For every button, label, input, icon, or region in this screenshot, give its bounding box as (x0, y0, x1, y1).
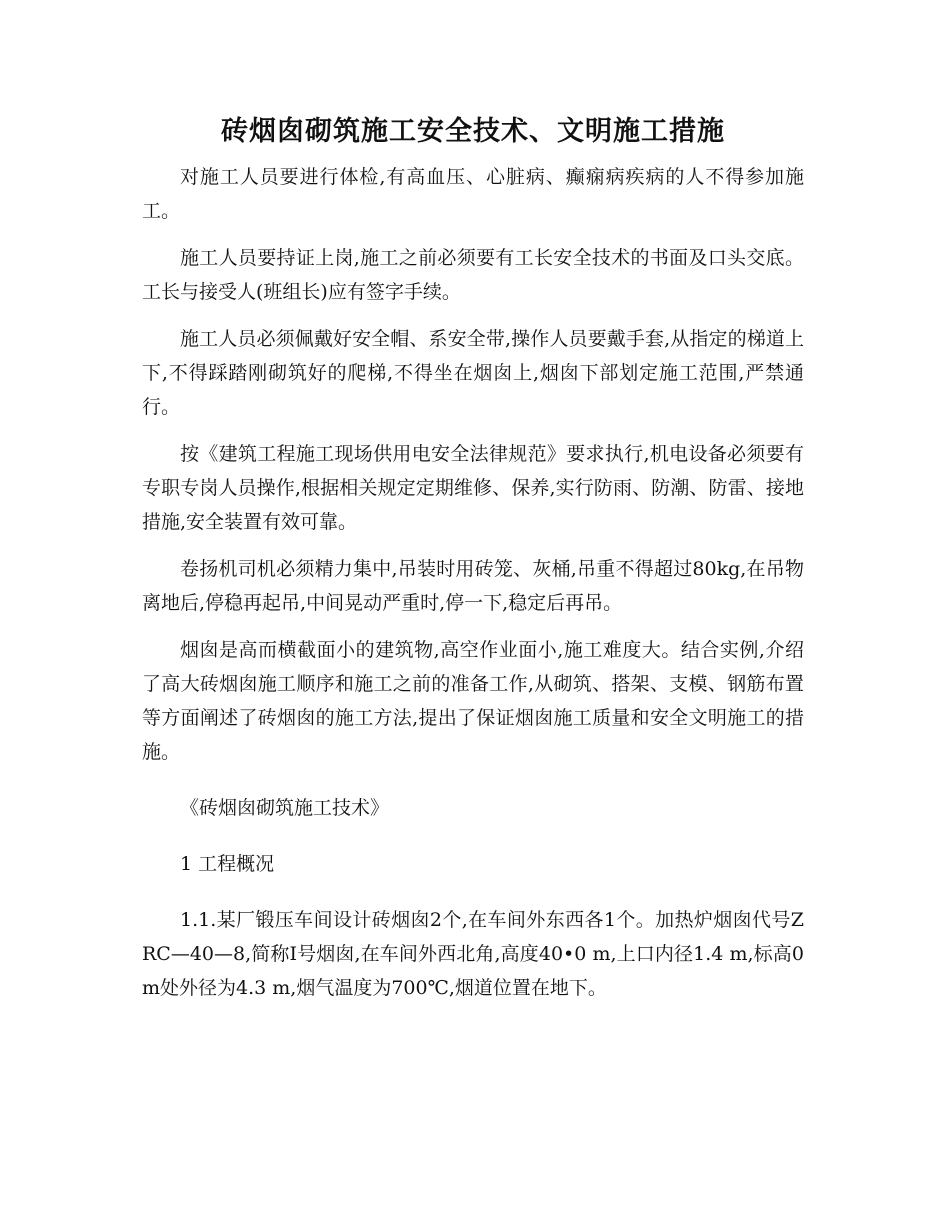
paragraph-project-details: 1.1.某厂锻压车间设计砖烟囱2个,在车间外东西各1个。加热炉烟囱代号ZRC—40—8,简称Ⅰ号烟囱,在车间外西北角,高度40•0 m,上口内径1.4 m,标高0 m处外径为4.3 m,烟气温度为700℃,烟道位置在地下。 (142, 909, 804, 999)
section-heading-project-overview: 1 工程概况 (180, 853, 275, 875)
document-title: 砖烟囱砌筑施工安全技术、文明施工措施 (221, 116, 725, 147)
paragraph-chimney-overview: 烟囱是高而横截面小的建筑物,高空作业面小,施工难度大。结合实例,介绍了高大砖烟囱施工顺序和施工之前的准备工作,从砌筑、搭架、支模、钢筋布置等方面阐述了砖烟囱的施工方法,提出了保证烟囱施工质量和安全文明施工的措施。 (142, 639, 804, 763)
paragraph-hoist-operator: 卷扬机司机必须精力集中,吊装时用砖笼、灰桶,吊重不得超过80kg,在吊物离地后,停稳再起吊,中间晃动严重时,停一下,稳定后再吊。 (142, 558, 804, 614)
paragraph-safety-gear: 施工人员必须佩戴好安全帽、系安全带,操作人员要戴手套,从指定的梯道上下,不得踩踏刚砌筑好的爬梯,不得坐在烟囱上,烟囱下部划定施工范围,严禁通行。 (142, 328, 804, 418)
paragraph-health-check: 对施工人员要进行体检,有高血压、心脏病、癫痫病疾病的人不得参加施工。 (142, 166, 804, 222)
paragraph-certification: 施工人员要持证上岗,施工之前必须要有工长安全技术的书面及口头交底。工长与接受人(班组长)应有签字手续。 (142, 247, 804, 303)
paragraph-electrical: 按《建筑工程施工现场供用电安全法律规范》要求执行,机电设备必须要有专职专岗人员操作,根据相关规定定期维修、保养,实行防雨、防潮、防雷、接地措施,安全装置有效可靠。 (142, 443, 804, 533)
document-page (142, 110, 804, 1018)
paragraph-reference-title: 《砖烟囱砌筑施工技术》 (180, 797, 390, 819)
